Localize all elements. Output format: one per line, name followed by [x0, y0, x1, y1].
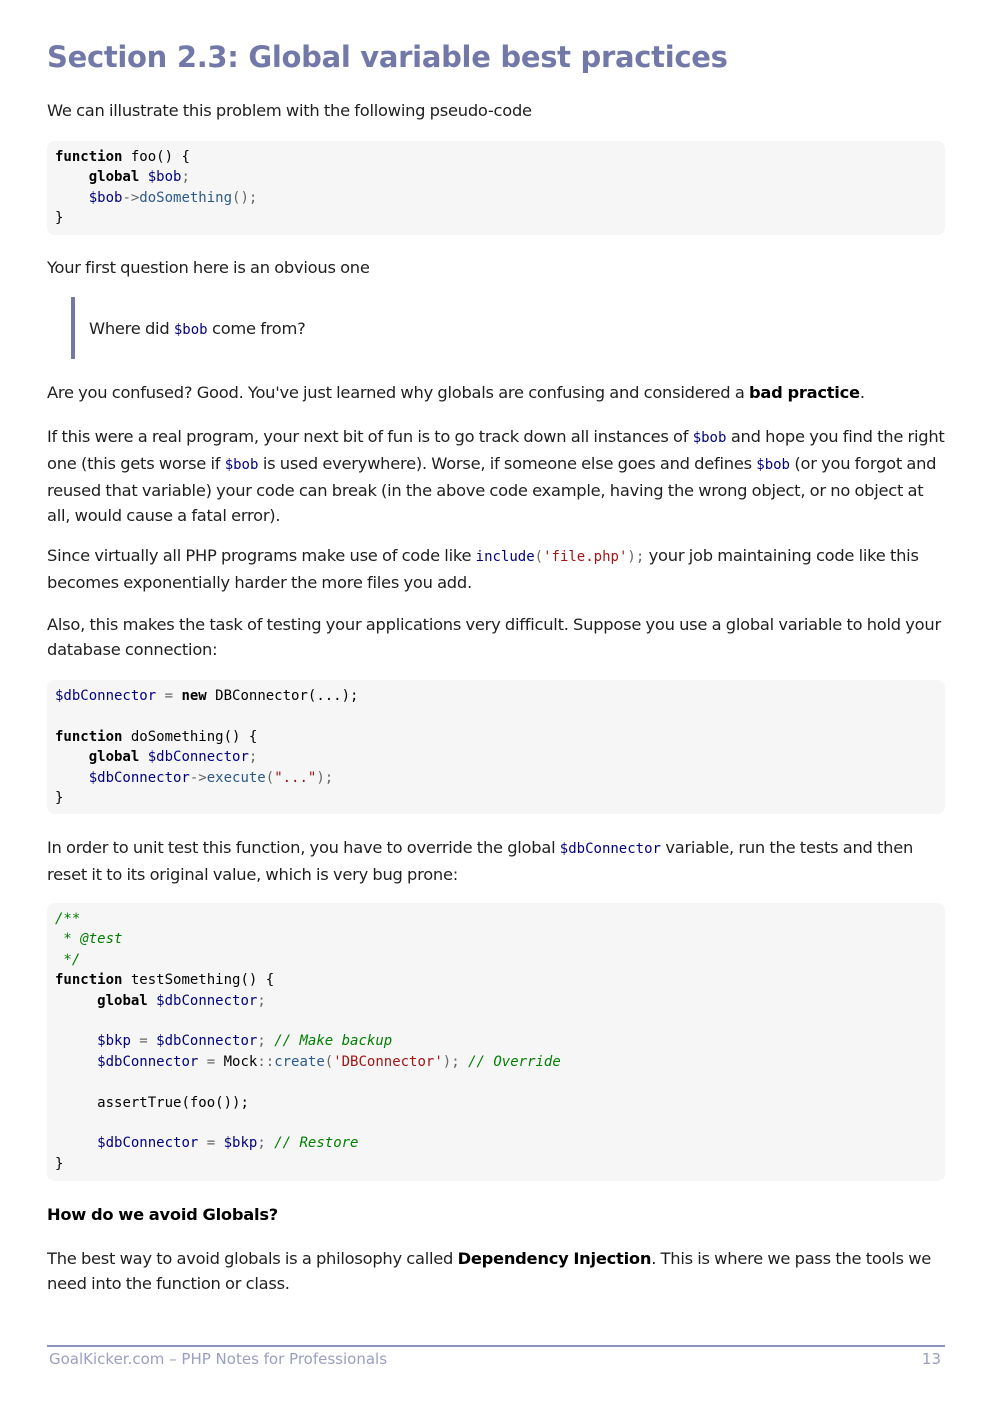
text-span: In order to unit test this function, you have to override the global — [47, 838, 560, 857]
code-keyword: global — [88, 169, 140, 186]
code-punct: ( — [265, 769, 275, 786]
code-punct: ; — [181, 169, 190, 186]
code-punct: ; — [257, 1033, 275, 1050]
code-variable: $dbConnector — [156, 1033, 258, 1050]
code-punct: ( — [324, 1053, 334, 1070]
text-span: is used everywhere). Worse, if someone else goes and defines — [258, 454, 757, 473]
code-comment: // Make backup — [274, 1033, 393, 1050]
code-variable: $bkp — [97, 1033, 131, 1050]
code-text: Mock — [223, 1053, 258, 1070]
text-span: (or you forgot and reused that variable) your code can break (in the above code example, having the wrong object, or no object at all, would cause a fatal error). — [47, 454, 937, 525]
section-title: Section 2.3: Global variable best practices — [47, 40, 728, 74]
include-paragraph — [47, 543, 945, 595]
unit-test-paragraph — [47, 835, 945, 887]
text-span: Are you confused? Good. You've just learned why globals are confusing and considered a — [47, 383, 749, 402]
inline-code: $bob — [692, 430, 727, 446]
confused-paragraph — [47, 380, 945, 405]
code-block-test — [47, 903, 945, 1181]
code-keyword: function — [55, 972, 123, 989]
code-keyword: global — [97, 992, 148, 1009]
text-span: If this were a real program, your next bit of fun is to go track down all instances of — [47, 427, 693, 446]
code-punct: = — [130, 1033, 157, 1050]
code-text: DBConnector(...); — [206, 688, 359, 704]
code-punct: :: — [257, 1053, 275, 1070]
testing-paragraph: Also, this makes the task of testing your applications very difficult. Suppose you use a global variable to hold your database connection: — [47, 615, 941, 659]
code-block-dbconnector — [47, 680, 945, 814]
code-keyword: global — [88, 749, 140, 766]
code-punct: ); — [316, 769, 334, 786]
inline-code: $dbConnector — [559, 841, 661, 857]
page-number: 13 — [921, 1350, 941, 1368]
code-keyword: new — [181, 688, 207, 704]
code-comment: // Restore — [274, 1135, 359, 1152]
inline-code: ); — [627, 549, 645, 565]
code-text: testSomething() { — [122, 972, 275, 989]
intro-paragraph: We can illustrate this problem with the following pseudo-code — [47, 101, 532, 120]
inline-code: ( — [534, 549, 544, 565]
inline-code: $bob — [224, 457, 259, 473]
code-function: execute — [206, 769, 266, 786]
code-block-foo — [47, 141, 945, 235]
code-punct: ); — [442, 1053, 469, 1070]
code-punct: = — [198, 1053, 224, 1070]
code-function: create — [274, 1053, 325, 1070]
text-span: your job maintaining code like this becomes exponentially harder the more files you add. — [47, 546, 919, 592]
code-string: "..." — [274, 769, 317, 786]
inline-code: $bob — [756, 457, 790, 473]
text-span: The best way to avoid globals is a philosophy called — [47, 1249, 458, 1268]
code-variable: $bob — [147, 169, 182, 186]
code-function: doSomething — [139, 189, 233, 206]
code-punct: ; — [257, 1135, 275, 1152]
first-question-paragraph: Your first question here is an obvious one — [47, 258, 370, 277]
code-comment: /** — [55, 911, 81, 927]
real-program-paragraph — [47, 424, 945, 528]
code-punct: -> — [189, 769, 207, 786]
code-text: } — [55, 210, 64, 227]
code-text: assertTrue(foo()); — [97, 1094, 249, 1111]
dependency-injection-paragraph — [47, 1246, 945, 1296]
code-punct: ; — [248, 749, 258, 766]
code-variable: $dbConnector — [147, 749, 249, 766]
code-variable: $bkp — [223, 1135, 258, 1152]
code-variable: $bob — [88, 189, 123, 206]
text-span: . — [859, 383, 865, 402]
code-string: 'DBConnector' — [333, 1053, 443, 1070]
code-text: foo() { — [122, 149, 190, 165]
code-punct: = — [156, 688, 182, 704]
code-variable: $dbConnector — [88, 769, 190, 786]
code-keyword: function — [55, 149, 123, 165]
code-keyword: function — [55, 728, 123, 745]
quote-text — [89, 316, 889, 343]
code-variable: $dbConnector — [97, 1135, 199, 1152]
code-variable: $dbConnector — [97, 1053, 199, 1070]
code-variable: $dbConnector — [55, 688, 157, 704]
code-punct: (); — [232, 189, 258, 206]
avoid-globals-heading: How do we avoid Globals? — [47, 1205, 278, 1224]
text-span: and hope you find the right one (this gets worse if — [47, 427, 945, 473]
text-span: . This is where we pass the tools we need into the function or class. — [47, 1249, 932, 1293]
bold-text: bad practice — [748, 383, 860, 402]
blockquote — [71, 297, 931, 359]
footer-divider — [47, 1345, 945, 1347]
code-punct: = — [198, 1135, 224, 1152]
text-span: Since virtually all PHP programs make use of code like — [47, 546, 476, 565]
code-variable: $dbConnector — [156, 992, 258, 1009]
inline-code: include — [475, 549, 535, 565]
inline-code: $bob — [173, 322, 208, 338]
code-text: } — [55, 790, 64, 807]
text-span: variable, run the tests and then reset it to its original value, which is very bug prone: — [47, 838, 914, 884]
code-text: doSomething() { — [122, 728, 258, 745]
code-punct: ; — [257, 992, 266, 1009]
inline-code: 'file.php' — [543, 549, 628, 565]
bold-text: Dependency Injection — [457, 1249, 652, 1268]
footer-source: GoalKicker.com – PHP Notes for Professionals — [49, 1350, 388, 1368]
quote-pre: Where did — [89, 319, 174, 338]
quote-post: come from? — [207, 319, 306, 338]
code-text: } — [55, 1155, 64, 1172]
code-comment: */ — [55, 951, 81, 968]
code-comment: // Override — [468, 1053, 561, 1070]
code-comment: * @test — [55, 931, 123, 948]
code-punct: -> — [122, 189, 140, 206]
